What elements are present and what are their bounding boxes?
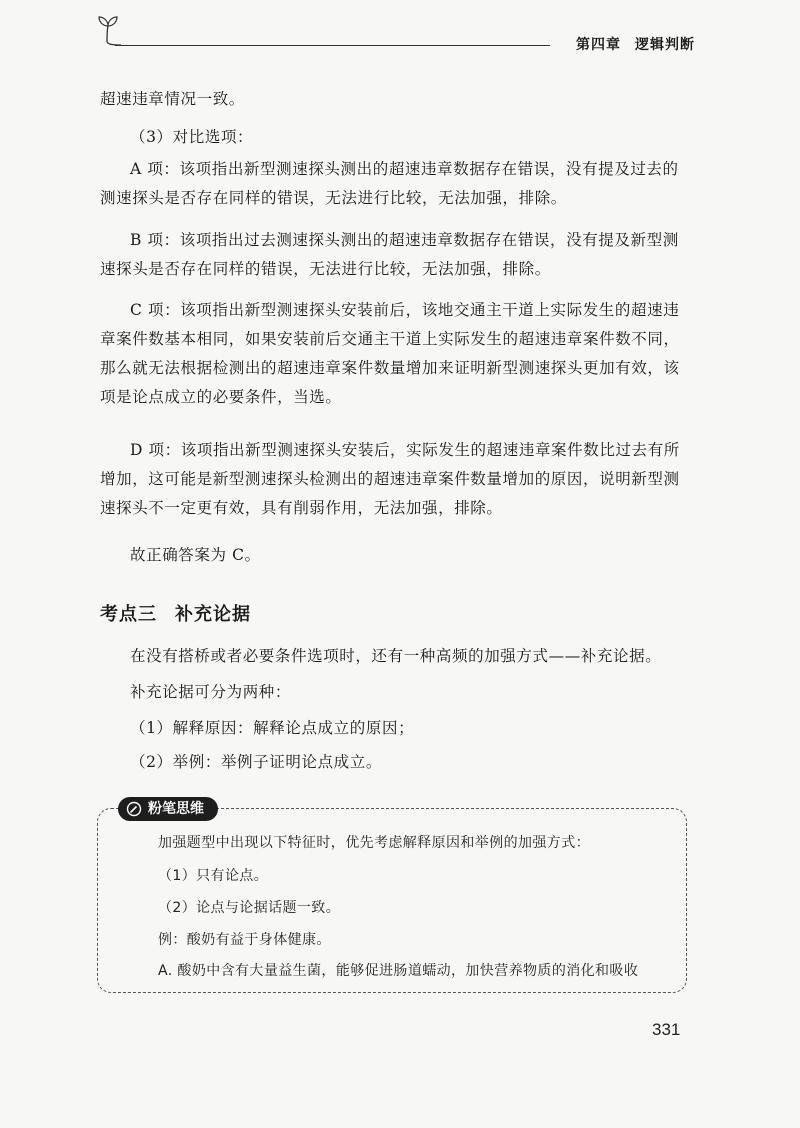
paragraph-type-explain: （1）解释原因：解释论点成立的原因； <box>130 719 415 737</box>
paragraph-type-example: （2）举例：举例子证明论点成立。 <box>130 753 382 771</box>
paragraph-section-intro: 在没有搭桥或者必要条件选项时，还有一种高频的加强方式——补充论据。 <box>130 647 662 665</box>
note-badge-label: 粉笔思维 <box>148 801 204 817</box>
paragraph-option-d: D 项：该项指出新型测速探头安装后，实际发生的超速违章案件数比过去有所增加，这可能是新型测速探头检测出的超速违章案件数量增加的原因，说明新型测速探头不一定更有效，具有削弱作用，无法加强，排除。 <box>100 441 680 517</box>
note-line-feature-2: （2）论点与论据话题一致。 <box>158 900 341 916</box>
page-number: 331 <box>652 1020 681 1039</box>
chapter-title: 逻辑判断 <box>635 37 695 53</box>
note-line-option-a: A. 酸奶中含有大量益生菌，能够促进肠道蠕动，加快营养物质的消化和吸收 <box>158 963 639 979</box>
paragraph-answer: 故正确答案为 C。 <box>130 546 261 564</box>
chapter-number: 第四章 <box>576 37 621 53</box>
section-label: 考点三 <box>100 604 157 625</box>
page-header <box>95 12 700 53</box>
paragraph-option-c: C 项：该项指出新型测速探头安装前后，该地交通主干道上实际发生的超速违章案件数基本相同，如果安装前后交通主干道上实际发生的超速违章案件数不同，那么就无法根据检测出的超速违章案件数量增加来证明新型测速探头更加有效，该项是论点成立的必要条件，当选。 <box>100 301 680 406</box>
note-badge <box>118 797 218 821</box>
paragraph-option-b: B 项：该项指出过去测速探头测出的超速违章数据存在错误，没有提及新型测速探头是否存在同样的错误，无法进行比较，无法加强，排除。 <box>100 231 679 278</box>
chapter-heading <box>576 34 695 54</box>
sprout-icon <box>95 12 121 46</box>
paragraph-option-a: A 项：该项指出新型测速探头测出的超速违章数据存在错误，没有提及过去的测速探头是否存在同样的错误，无法进行比较，无法加强，排除。 <box>100 160 679 207</box>
section-heading <box>100 600 251 626</box>
pencil-icon <box>126 801 142 817</box>
note-line-intro: 加强题型中出现以下特征时，优先考虑解释原因和举例的加强方式： <box>158 835 590 851</box>
paragraph-compare-options: （3）对比选项： <box>130 128 254 146</box>
note-line-feature-1: （1）只有论点。 <box>158 868 269 884</box>
paragraph-continuation: 超速违章情况一致。 <box>100 90 245 108</box>
paragraph-two-types: 补充论据可分为两种： <box>130 683 292 701</box>
section-title: 补充论据 <box>175 604 251 625</box>
header-rule <box>115 45 550 46</box>
note-line-example: 例：酸奶有益于身体健康。 <box>158 932 331 948</box>
